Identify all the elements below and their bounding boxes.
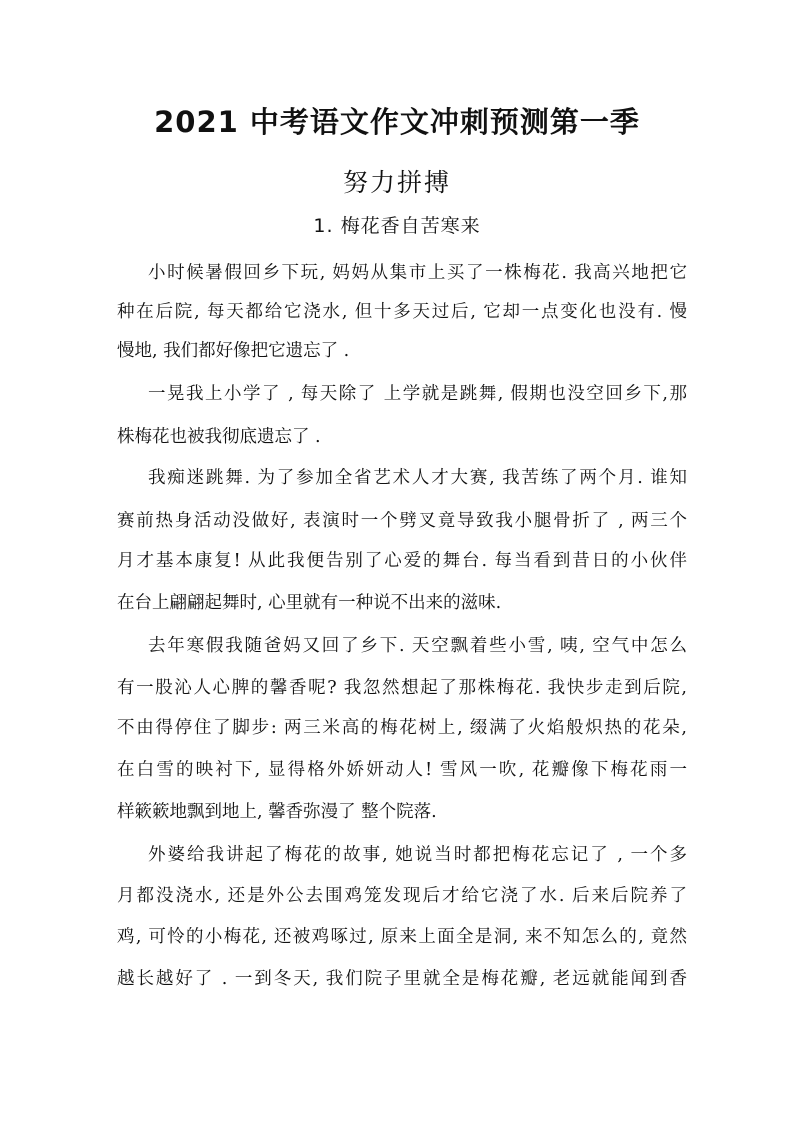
essay-line: 小时候暑假回乡下玩, 妈妈从集市上买了一株梅花. 我高兴地把它 [148, 263, 687, 283]
essay-line: 不由得停住了脚步: 两三米高的梅花树上, 缀满了火焰般炽热的花朵, [117, 718, 687, 738]
essay-line: 月都没浇水, 还是外公去围鸡笼发现后才给它浇了水. 后来后院养了 [117, 886, 687, 906]
essay-line: 越长越好了 . 一到冬天, 我们院子里就全是梅花瓣, 老远就能闻到香 [117, 969, 687, 989]
essay-line: 种在后院, 每天都给它浇水, 但十多天过后, 它却一点变化也没有. 慢 [117, 302, 687, 322]
essay-line: 有一股沁人心脾的馨香呢? 我忽然想起了那株梅花. 我快步走到后院, [117, 678, 687, 698]
essay-line: 外婆给我讲起了梅花的故事, 她说当时都把梅花忘记了 , 一个多 [148, 845, 687, 865]
essay-line: 去年寒假我随爸妈又回了乡下. 天空飘着些小雪, 咦, 空气中怎么 [148, 636, 687, 656]
essay-line: 月才基本康复! 从此我便告别了心爱的舞台. 每当看到昔日的小伙伴 [117, 551, 687, 571]
document-title: 2021 中考语文作文冲刺预测第一季 [154, 105, 640, 139]
essay-line: 我痴迷跳舞. 为了参加全省艺术人才大赛, 我苦练了两个月. 谁知 [148, 468, 687, 488]
essay-line: 慢地, 我们都好像把它遗忘了 . [117, 341, 350, 361]
essay-line: 赛前热身活动没做好, 表演时一个劈叉竟导致我小腿骨折了 , 两三个 [117, 511, 687, 531]
essay-line: 在白雪的映衬下, 显得格外娇妍动人! 雪风一吹, 花瓣像下梅花雨一 [117, 760, 687, 780]
essay-line: 株梅花也被我彻底遗忘了 . [117, 427, 321, 447]
essay-line: 一晃我上小学了 , 每天除了 上学就是跳舞, 假期也没空回乡下,那 [148, 384, 687, 404]
essay-heading: 1. 梅花香自苦寒来 [313, 215, 481, 237]
essay-line: 在台上翩翩起舞时, 心里就有一种说不出来的滋味. [117, 593, 502, 613]
essay-line: 样簌簌地飘到地上, 馨香弥漫了 整个院落. [117, 802, 437, 822]
essay-line: 鸡, 可怜的小梅花, 还被鸡啄过, 原来上面全是洞, 来不知怎么的, 竟然 [117, 927, 687, 947]
document-subtitle: 努力拼搏 [342, 168, 451, 197]
